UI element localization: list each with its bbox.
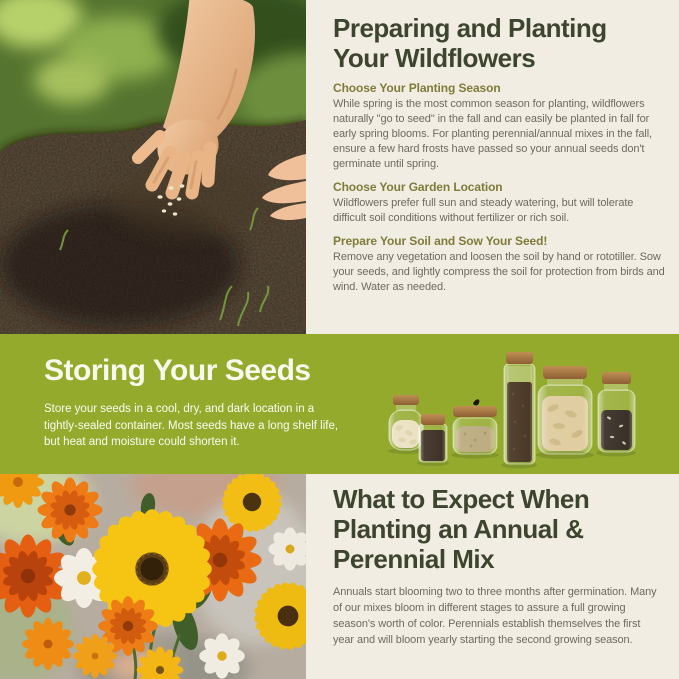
subsection-body: Wildflowers prefer full sun and steady watering, but will tolerate difficult soil conditions without fertilizer or rich soil. — [333, 197, 634, 225]
seed-jars-photo — [375, 334, 679, 474]
subsection-body: While spring is the most common season for planting, wildflowers naturally "go to seed" in the fall and can easily be planted in fall for early spring blooms. For planting perennial/annual mixes in the fall, ensure a few hard frosts have passed so your annual seeds don't germinate until spring. — [333, 98, 652, 171]
jar-white-beans — [389, 395, 423, 450]
band-heading: Storing Your Seeds — [44, 354, 311, 387]
subsection-title: Prepare Your Soil and Sow Your Seed! — [333, 233, 548, 248]
subsection-title: Choose Your Planting Season — [333, 81, 501, 96]
top-text-panel — [306, 0, 679, 334]
band-text — [44, 354, 356, 451]
jar-tan-seeds — [453, 399, 497, 454]
jar-pumpkin-seeds — [538, 366, 592, 454]
jar-dark-fine-seeds — [419, 414, 447, 462]
flower-bouquet-photo — [0, 474, 306, 679]
bottom-text-panel — [306, 474, 679, 679]
subsection-garden-location — [333, 180, 667, 226]
subsection-planting-season — [333, 81, 667, 172]
storing-seeds-band — [0, 334, 679, 474]
top-heading: Preparing and Planting Your Wildflowers — [333, 13, 607, 74]
bottom-body: Annuals start blooming two to three months after germination. Many of our mixes bloom in different stages to assure a full growing season's worth of color. Perennials establish themselves the first year and will bloom yearly starting the second growing season. — [333, 586, 657, 647]
subsection-body: Remove any vegetation and loosen the soil by hand or rototiller. Sow your seeds, and lightly compress the soil for protection from birds and wind. Water as needed. — [333, 250, 665, 293]
hand-sowing-seeds-photo — [0, 0, 306, 334]
band-body: Store your seeds in a cool, dry, and dark location in a tightly-sealed container. Most seeds have a long shelf life, but heat and moisture could shorten it. — [44, 403, 339, 449]
bottom-heading: What to Expect When Planting an Annual & Perennial Mix — [333, 484, 590, 575]
subsection-prepare-soil — [333, 234, 667, 295]
top-section — [0, 0, 679, 334]
subsection-title: Choose Your Garden Location — [333, 180, 503, 195]
bottom-section — [0, 474, 679, 679]
jar-sunflower-seeds — [598, 372, 635, 452]
jar-tall-dark-seeds — [504, 352, 535, 464]
